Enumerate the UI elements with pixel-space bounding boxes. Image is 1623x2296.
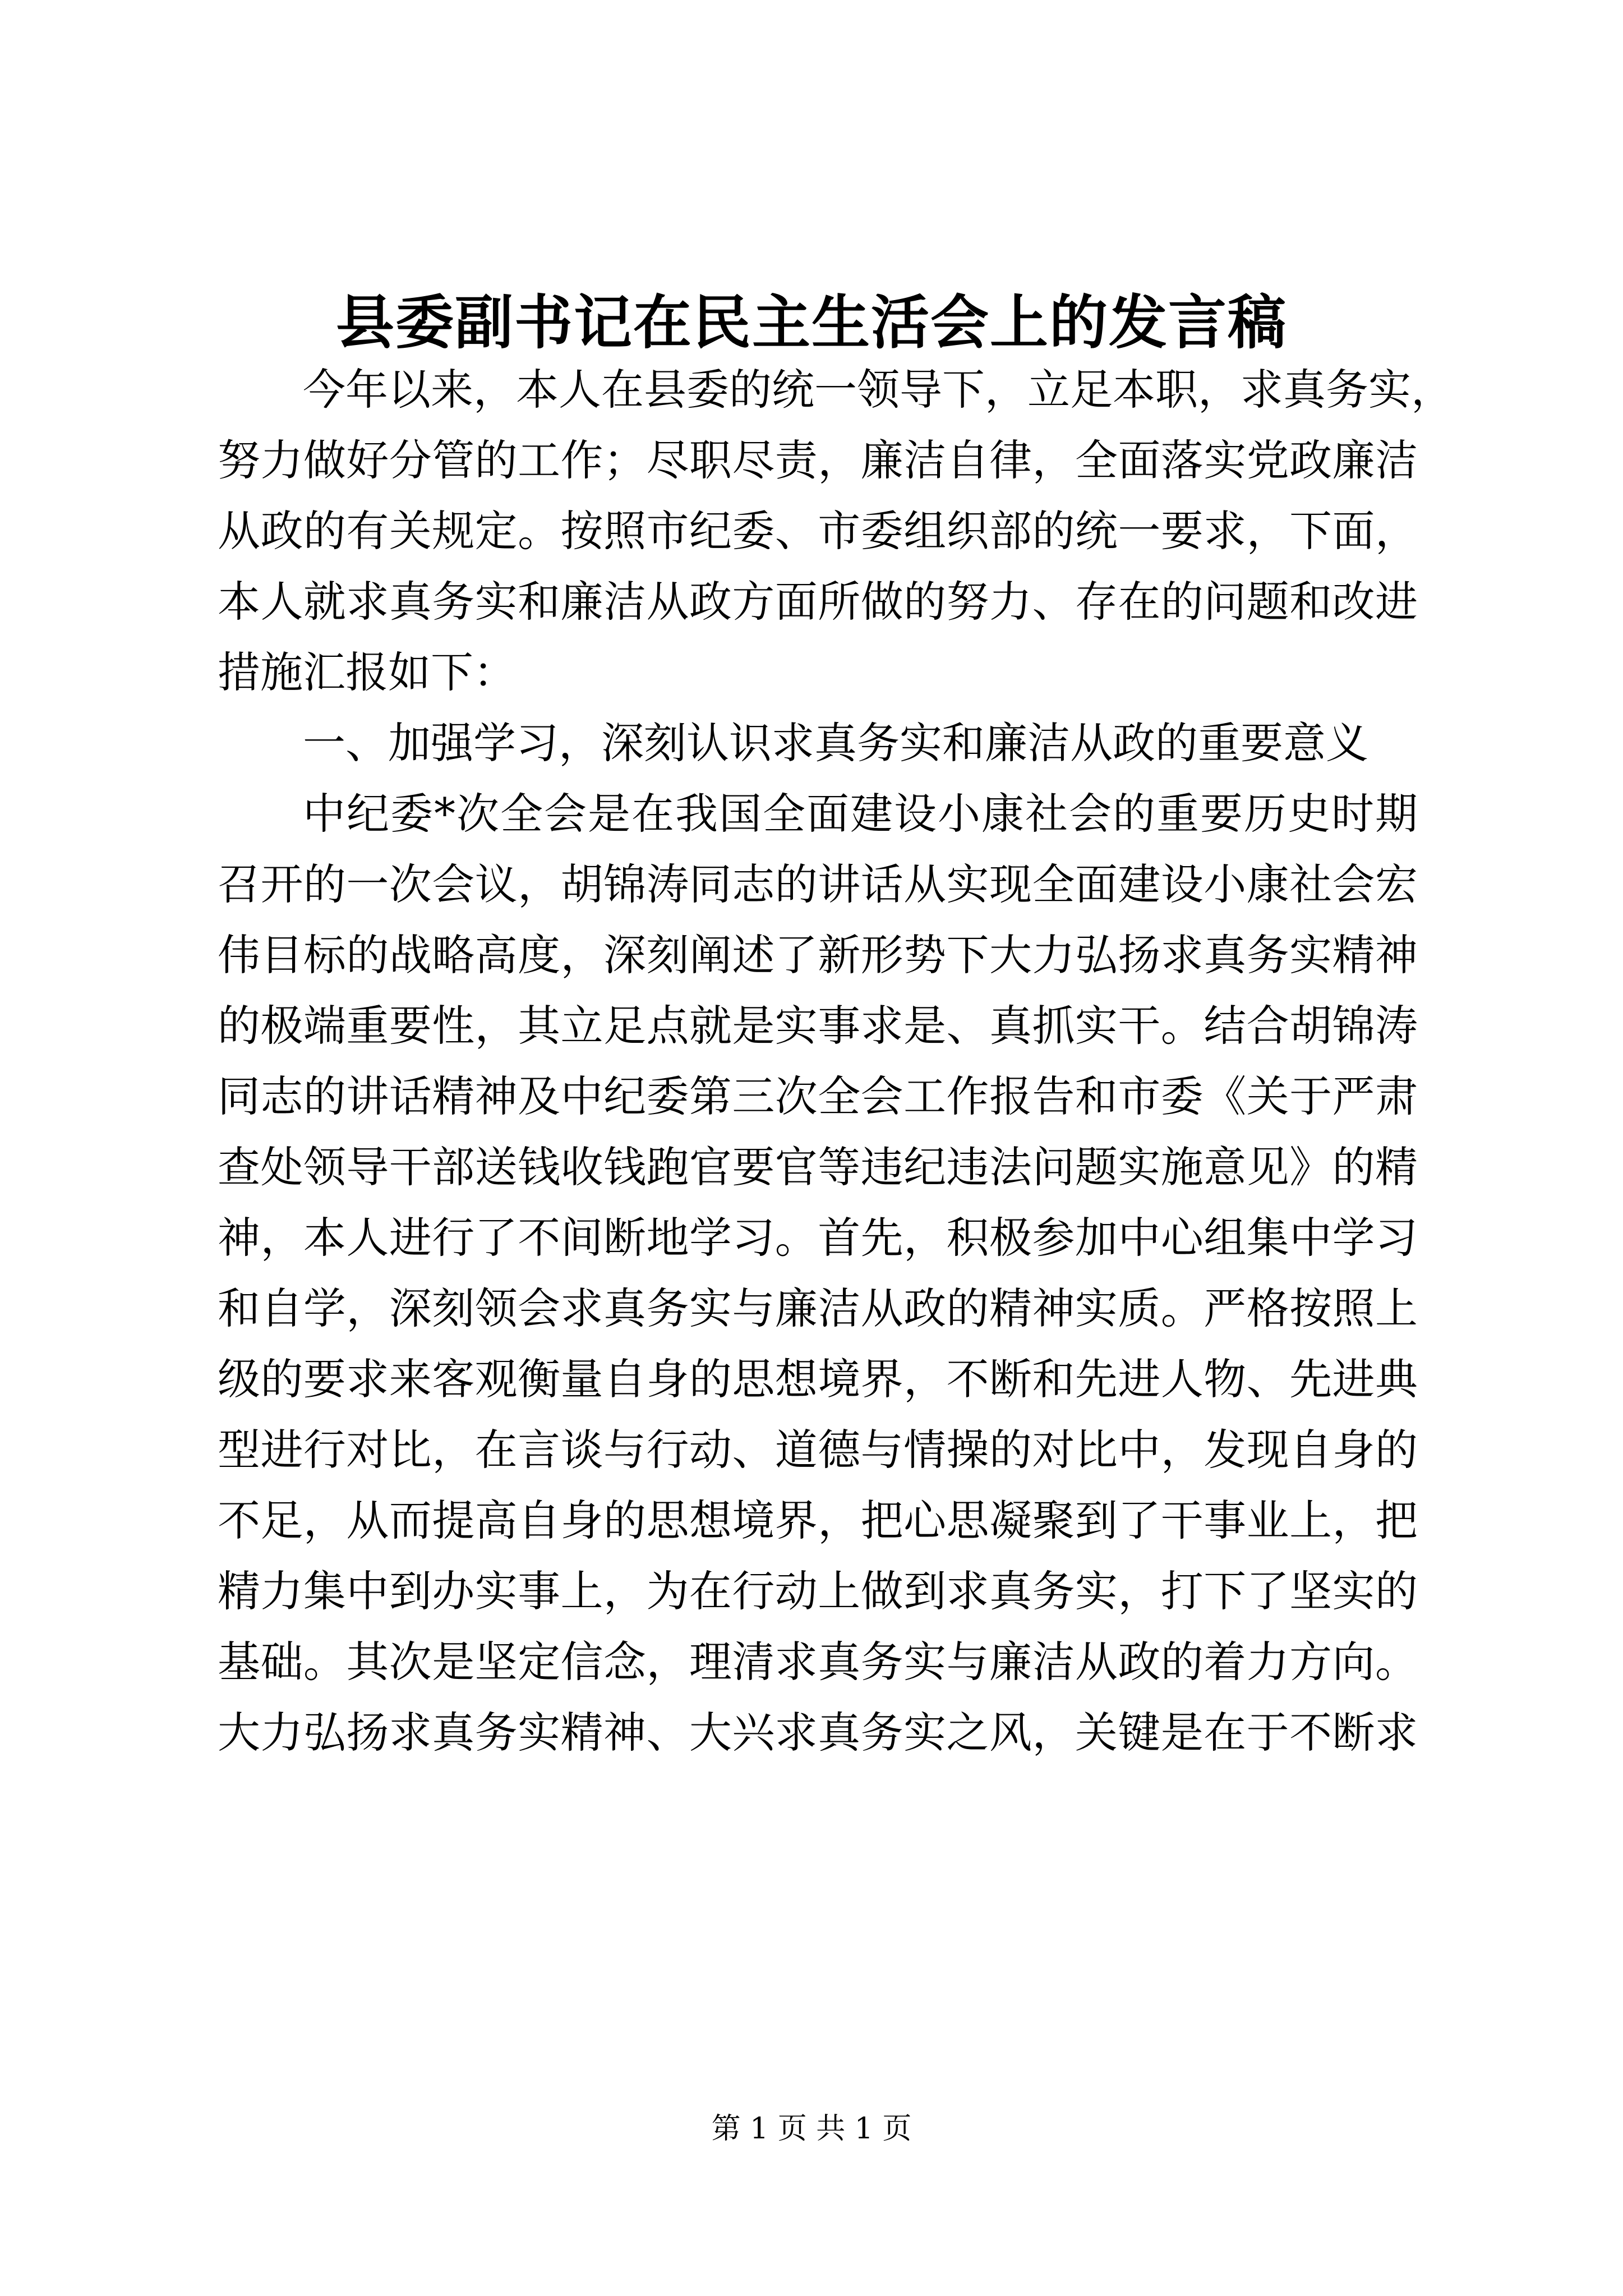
paragraph-line: 本人就求真务实和廉洁从政方面所做的努力、存在的问题和改进 bbox=[218, 577, 1418, 627]
paragraph-line: 级的要求来客观衡量自身的思想境界，不断和先进人物、先进典 bbox=[218, 1354, 1418, 1404]
paragraph-line: 基础。其次是坚定信念，理清求真务实与廉洁从政的着力方向。 bbox=[218, 1637, 1418, 1687]
section-heading: 一、加强学习，深刻认识求真务实和廉洁从政的重要意义 bbox=[303, 718, 1368, 768]
paragraph-line: 精力集中到办实事上，为在行动上做到求真务实，打下了坚实的 bbox=[218, 1566, 1418, 1616]
paragraph-line: 大力弘扬求真务实精神、大兴求真务实之风，关键是在于不断求 bbox=[218, 1708, 1418, 1757]
paragraph-line: 伟目标的战略高度，深刻阐述了新形势下大力弘扬求真务实精神 bbox=[218, 930, 1418, 980]
page-footer: 第 1 页 共 1 页 bbox=[711, 2112, 912, 2146]
paragraph-line: 型进行对比，在言谈与行动、道德与情操的对比中，发现自身的 bbox=[218, 1425, 1418, 1475]
paragraph-line: 同志的讲话精神及中纪委第三次全会工作报告和市委《关于严肃 bbox=[218, 1071, 1418, 1121]
paragraph-line: 不足，从而提高自身的思想境界，把心思凝聚到了干事业上，把 bbox=[218, 1496, 1418, 1545]
paragraph-line: 努力做好分管的工作；尽职尽责，廉洁自律，全面落实党政廉洁 bbox=[218, 435, 1418, 485]
paragraph-line: 的极端重要性，其立足点就是实事求是、真抓实干。结合胡锦涛 bbox=[218, 1001, 1418, 1051]
document-title: 县委副书记在民主生活会上的发言稿 bbox=[335, 288, 1287, 357]
paragraph-line: 查处领导干部送钱收钱跑官要官等违纪违法问题实施意见》的精 bbox=[218, 1142, 1418, 1192]
paragraph-line: 和自学，深刻领会求真务实与廉洁从政的精神实质。严格按照上 bbox=[218, 1283, 1418, 1333]
paragraph-line: 今年以来，本人在县委的统一领导下，立足本职，求真务实， bbox=[303, 365, 1454, 415]
paragraph-line: 措施汇报如下： bbox=[218, 647, 516, 697]
paragraph-line: 召开的一次会议，胡锦涛同志的讲话从实现全面建设小康社会宏 bbox=[218, 859, 1418, 909]
paragraph-line: 中纪委*次全会是在我国全面建设小康社会的重要历史时期 bbox=[303, 789, 1418, 839]
paragraph-line: 从政的有关规定。按照市纪委、市委组织部的统一要求，下面， bbox=[218, 506, 1418, 556]
paragraph-line: 神，本人进行了不间断地学习。首先，积极参加中心组集中学习 bbox=[218, 1213, 1418, 1263]
